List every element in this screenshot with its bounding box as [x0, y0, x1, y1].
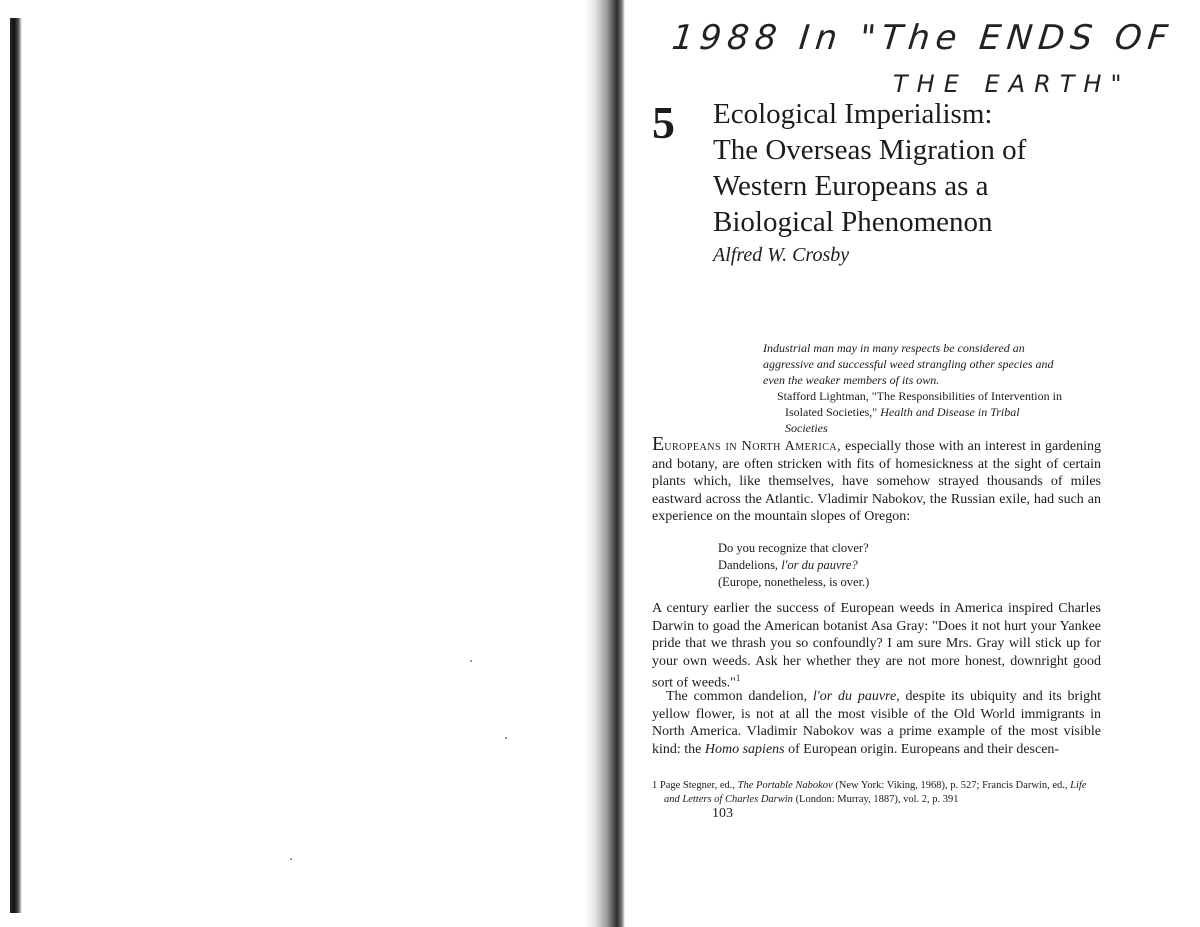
footnote-reference[interactable]: 1: [735, 673, 741, 683]
footnote-text: (London: Murray, 1887), vol. 2, p. 391: [792, 794, 959, 805]
chapter-number: 5: [652, 97, 675, 148]
poem-line: Do you recognize that clover?: [718, 541, 869, 555]
scan-speck: [290, 858, 292, 860]
paragraph-italic: Homo sapiens: [704, 741, 785, 757]
nabokov-poem: [718, 540, 869, 591]
chapter-title: [713, 96, 1093, 240]
paragraph-intro-text: especially those with an interest in gardening and botany, are often stricken with fits of homesickness at the sight of certain plants which, like themselves, have somehow strayed thousands of miles eastward across the Atlantic. Vladimir Nabokov, the Russian exile, had such an experience on the mountain slopes of Oregon:: [652, 439, 1101, 524]
epigraph-source-work: Health and Disease in Tribal Societies: [785, 405, 1020, 435]
poem-line-prefix: Dandelions,: [718, 558, 782, 572]
handwritten-note-line-2: THE EARTH": [893, 70, 1131, 98]
chapter-title-line: The Overseas Migration of: [713, 134, 1027, 166]
epigraph-source: [771, 388, 1063, 436]
footnote: [652, 779, 1101, 807]
scan-speck: [505, 737, 507, 739]
paragraph-darwin-text: A century earlier the success of European weeds in America inspired Charles Darwin to goad the American botanist Asa Gray: "Does it not hurt your Yankee pride that we thrash you so confoundly? I am sure Mrs. Gray will stick up for your own weeds. Ask her whether they are not more honest, downright good sort of weeds.": [652, 601, 1101, 691]
poem-line-italic: l'or du pauvre?: [781, 558, 858, 572]
opening-smallcaps: uropeans in North America,: [664, 439, 842, 454]
footnote-work-title: The Portable Nabokov: [737, 780, 833, 791]
paragraph-text: The common dandelion,: [666, 689, 813, 704]
page-number: 103: [712, 806, 733, 821]
handwritten-note-line-1: 1988 In "The ENDS OF: [669, 18, 1176, 58]
footnote-text: Page Stegner, ed.,: [659, 780, 738, 791]
epigraph: [763, 340, 1063, 436]
author-name: Alfred W. Crosby: [713, 244, 850, 266]
chapter-title-line: Biological Phenomenon: [713, 206, 993, 238]
footnote-number: 1: [652, 780, 658, 791]
chapter-title-line: Western Europeans as a: [713, 170, 989, 202]
footnote-text: (New York: Viking, 1968), p. 527; Francis Darwin, ed.,: [832, 780, 1071, 791]
footnote-body: [652, 779, 1101, 807]
drop-letter: E: [652, 433, 665, 455]
paragraph-text: despite its ubiquity and its bright yellow flower, is not at all the most visible of the Old World immigrants in North America. Vladimir Nabokov was a prime example of the most visible kind: the: [652, 689, 1101, 757]
poem-line: (Europe, nonetheless, is over.): [718, 575, 870, 589]
scan-speck: [470, 660, 472, 662]
poem-line: [718, 557, 869, 574]
footnote-work-title: Life and Letters of Charles Darwin: [664, 780, 1087, 805]
paragraph-intro: [652, 433, 1101, 526]
epigraph-quote: Industrial man may in many respects be considered an aggressive and successful weed strangling other species and even the weaker members of its own.: [763, 341, 1054, 387]
chapter-title-line: Ecological Imperialism:: [713, 98, 993, 130]
paragraph-darwin: [652, 600, 1101, 692]
paragraph-italic: l'or du pauvre,: [812, 689, 900, 704]
paragraph-dandelion: [652, 688, 1101, 758]
epigraph-source-author: Stafford Lightman, "The Responsibilities of Intervention in Isolated Societies,": [777, 389, 1062, 419]
left-page-edge-shadow: [10, 18, 22, 913]
book-gutter-shadow: [585, 0, 625, 927]
paragraph-text: of European origin. Europeans and their descen-: [784, 741, 1060, 757]
